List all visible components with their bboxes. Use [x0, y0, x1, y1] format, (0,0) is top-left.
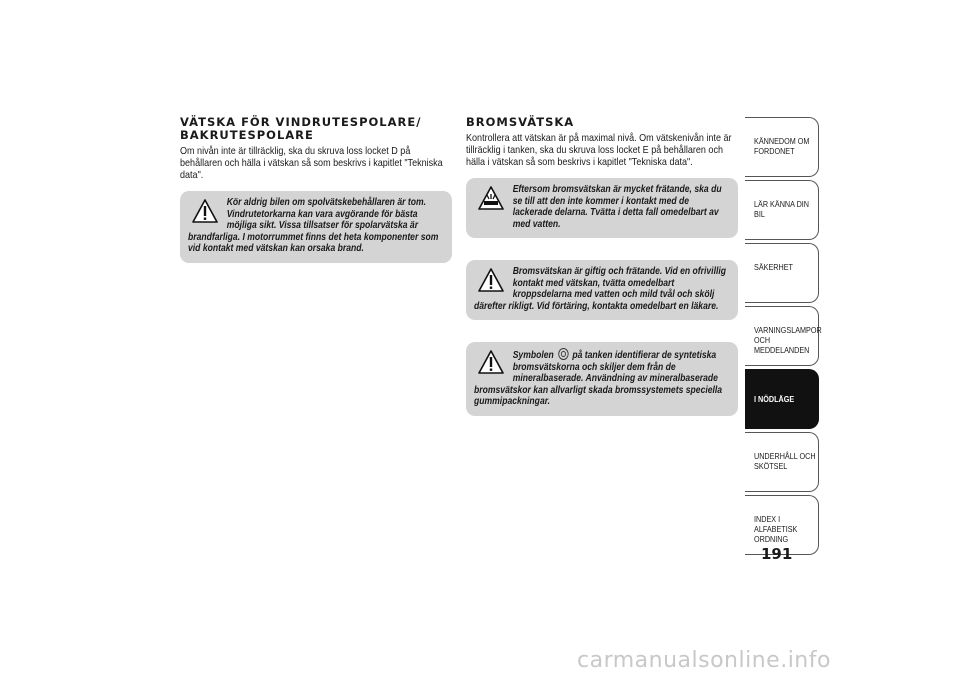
warning-lead-b: på tanken identifierar de syntetiska bromsvätskorna och skiljer dem från de mineralbaserade. Användning av mineralbaserade: [512, 350, 718, 384]
tab-label: KÄNNEDOM OM FORDONET: [754, 136, 810, 156]
warning-lead-a: Symbolen: [512, 350, 554, 361]
warning-text: [188, 197, 443, 255]
warning-lead: Kör aldrig bilen om spolvätskebehållaren är tom. Vindrutetorkarna kan vara avgörande för bästa möjliga sikt. Vissa tillsatser för spolarvätska är: [226, 197, 426, 231]
section-heading-brake-fluid: BROMSVÄTSKA: [466, 115, 575, 129]
brake-fluid-body: Kontrollera att vätskan är på maximal nivå. Om vätskenivån inte är tillräcklig i tanken, ska du skruva loss locket E på behållaren och hälla i vätskan så som beskrivs i kapitlet "Tekniska data".: [466, 132, 732, 168]
chapter-tabs: [745, 117, 822, 558]
tab-i-nodlage[interactable]: [745, 369, 819, 429]
tab-sakerhet[interactable]: [745, 243, 819, 303]
warning-lead: Eftersom bromsvätskan är mycket frätande, ska du se till att den inte kommer i kontakt med de lackerade delarna. Tvätta i detta fall omedelbart av med vatten.: [512, 184, 722, 230]
warning-tail: bromsvätskor kan allvarligt skada bromssystemets speciella gummipackningar.: [474, 384, 723, 407]
tab-varningslampor[interactable]: [745, 306, 822, 366]
washer-fluid-body: Om nivån inte är tillräcklig, ska du skruva loss locket D på behållaren och hälla i vätskan så som beskrivs i kapitlet "Tekniska data".: [180, 145, 443, 181]
section-heading-washer-fluid: [180, 116, 452, 142]
warning-box-corrosive: [466, 178, 738, 238]
tab-label: LÄR KÄNNA DIN BIL: [754, 199, 810, 219]
warning-tail: brandfarliga. I motorrummet finns det heta komponenter som vid kontakt med vätskan kan orsaka brand.: [188, 231, 439, 254]
heading-line-2: BAKRUTESPOLARE: [180, 128, 314, 142]
warning-box-toxic: [466, 260, 738, 320]
page-number: 191: [761, 545, 793, 563]
tab-lar-kanna-din-bil[interactable]: [745, 180, 819, 240]
warning-tail: därefter rikligt. Vid förtäring, kontakta omedelbart en läkare.: [474, 300, 719, 312]
heading-line-1: VÄTSKA FÖR VINDRUTESPOLARE/: [180, 115, 422, 129]
tab-label: INDEX I ALFABETISK ORDNING: [754, 514, 798, 544]
warning-lead: Bromsvätskan är giftig och frätande. Vid en ofrivillig kontakt med vätskan, tvätta omedelbart kroppsdelarna med vatten och mild tvål och skölj: [512, 266, 726, 300]
warning-text: [474, 184, 729, 230]
warning-box-washer: [180, 191, 452, 263]
warning-text: [474, 348, 729, 408]
tab-label: SÄKERHET: [754, 262, 793, 272]
tab-label: I NÖDLÄGE: [754, 394, 795, 404]
warning-lead: [474, 348, 729, 385]
tab-underhall-och-skotsel[interactable]: [745, 432, 819, 492]
right-column: [466, 116, 738, 438]
warning-text: [474, 266, 729, 312]
tab-label: VARNINGSLAMPOR OCH MEDDELANDEN: [754, 325, 822, 355]
left-column: [180, 116, 452, 285]
synthetic-fluid-symbol-icon: [558, 348, 568, 360]
tab-kannedom-om-fordonet[interactable]: [745, 117, 819, 177]
warning-box-synthetic: [466, 342, 738, 416]
watermark: carmanualsonline.info: [577, 648, 831, 673]
tab-label: UNDERHÅLL OCH SKÖTSEL: [754, 451, 816, 471]
